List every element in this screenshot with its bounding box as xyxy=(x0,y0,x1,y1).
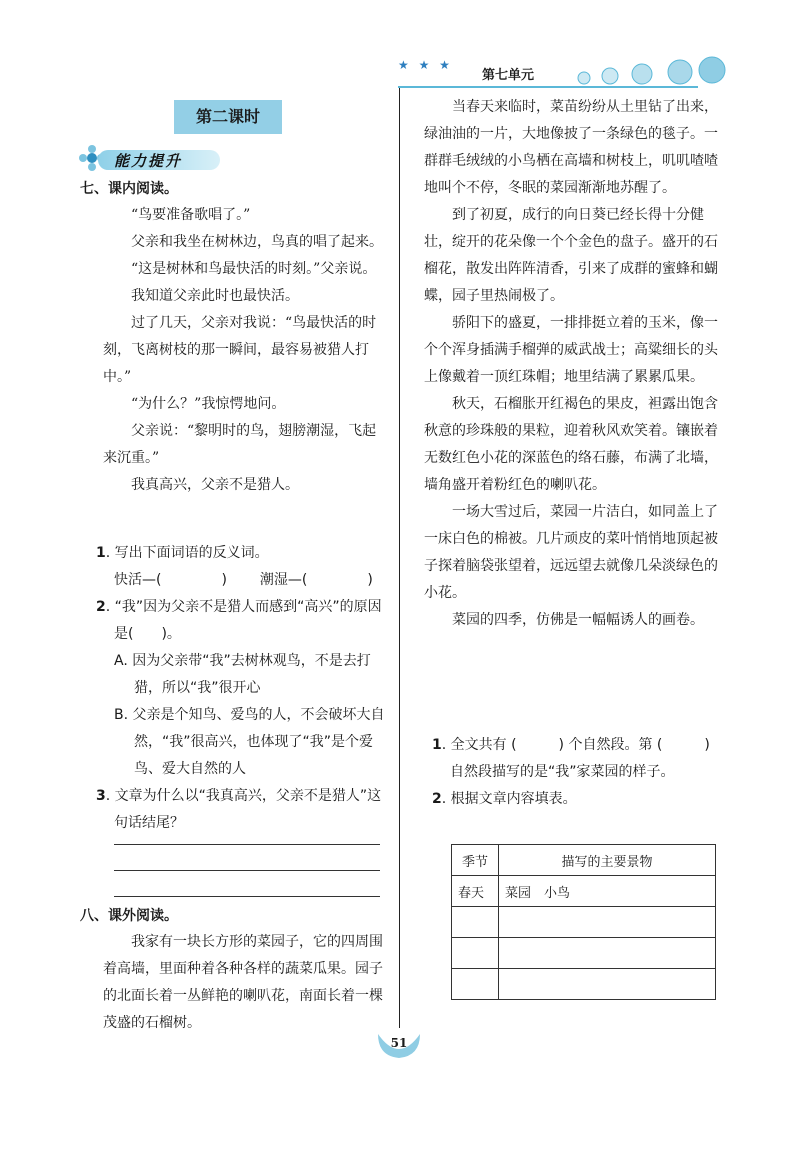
section8-passage-left xyxy=(103,929,383,1037)
passage-paragraph: 我家有一块长方形的菜园子，它的四周围着高墙，里面种着各种各样的蔬菜瓜果。园子的北面长着一丛鲜艳的喇叭花，南面长着一棵茂盛的石榴树。 xyxy=(103,934,383,1031)
antonym-blanks: 快活—( ) 潮湿—( ) xyxy=(114,572,373,588)
passage-paragraph: 秋天，石榴胀开红褐色的果皮，袒露出饱含秋意的珍珠般的果粒，迎着秋风欢笑着。镶嵌着无数红色小花的深蓝色的络石藤，布满了北墙，墙角盛开着粉红色的喇叭花。 xyxy=(424,396,718,493)
question-2: 2. “我”因为父亲不是猎人而感到“高兴”的原因是( )。 xyxy=(96,599,382,642)
question-1: 1. 全文共有 ( ) 个自然段。第 ( ) 自然段描写的是“我”家菜园的样子。 xyxy=(432,737,710,780)
section8-passage-right xyxy=(424,94,720,634)
passage-paragraph: 到了初夏，成行的向日葵已经长得十分健壮，绽开的花朵像一个个金色的盘子。盛开的石榴花，散发出阵阵清香，引来了成群的蜜蜂和蝴蝶，园子里热闹极了。 xyxy=(424,207,718,304)
table-cell[interactable] xyxy=(452,938,499,969)
passage-paragraph: 父亲和我坐在树林边，鸟真的唱了起来。 xyxy=(131,234,383,250)
question-1: 1. 写出下面词语的反义词。 xyxy=(96,545,269,561)
passage-paragraph: “为什么？”我惊愕地问。 xyxy=(131,396,286,412)
passage-paragraph: 骄阳下的盛夏，一排排挺立着的玉米，像一个个浑身插满手榴弹的威武战士；高粱细长的头上像戴着一顶红珠帽；地里结满了累累瓜果。 xyxy=(424,315,718,385)
column-divider xyxy=(399,88,400,1028)
table-cell[interactable] xyxy=(499,907,716,938)
option-b[interactable]: B. 父亲是个知鸟、爱鸟的人，不会破坏大自然，“我”很高兴，也体现了“我”是个爱鸟、爱大自然的人 xyxy=(114,707,385,777)
question-3: 3. 文章为什么以“我真高兴，父亲不是猎人”这句话结尾？ xyxy=(96,788,382,831)
table-cell[interactable] xyxy=(499,969,716,1000)
passage-paragraph: 我知道父亲此时也最快活。 xyxy=(131,288,299,304)
section7-passage xyxy=(103,202,383,499)
ability-label: 能力提升 xyxy=(114,152,183,170)
table-row xyxy=(452,876,716,907)
passage-paragraph: 父亲说：“黎明时的鸟，翅膀潮湿，飞起来沉重。” xyxy=(103,423,377,466)
table-row xyxy=(452,907,716,938)
table-cell[interactable] xyxy=(452,907,499,938)
stars-decoration: ★ ★ ★ xyxy=(398,58,453,72)
table-cell[interactable] xyxy=(499,938,716,969)
bubbles-decoration xyxy=(560,56,730,92)
section7-heading: 七、课内阅读。 xyxy=(80,181,178,197)
option-a[interactable]: A. 因为父亲带“我”去树林观鸟，不是去打猎，所以“我”很开心 xyxy=(114,653,371,696)
page-number: 51 xyxy=(390,1036,408,1050)
passage-paragraph: 当春天来临时，菜苗纷纷从土里钻了出来，绿油油的一片，大地像披了一条绿色的毯子。一群群毛绒绒的小鸟栖在高墙和树枝上，叽叽喳喳地叫个不停，冬眠的菜园渐渐地苏醒了。 xyxy=(424,99,718,196)
table-cell[interactable]: 菜园 小鸟 xyxy=(499,876,716,907)
table-row xyxy=(452,969,716,1000)
table-cell[interactable] xyxy=(452,969,499,1000)
section7-questions xyxy=(96,540,386,837)
table-header: 描写的主要景物 xyxy=(499,845,716,876)
fill-table-wrap xyxy=(451,844,716,1000)
table-cell[interactable]: 春天 xyxy=(452,876,499,907)
lesson-title: 第二课时 xyxy=(174,100,282,134)
fill-table xyxy=(451,844,716,1000)
question-2: 2. 根据文章内容填表。 xyxy=(432,791,577,807)
table-row xyxy=(452,938,716,969)
passage-paragraph: 一场大雪过后，菜园一片洁白，如同盖上了一床白色的棉被。几片顽皮的菜叶悄悄地顶起被子探着脑袋张望着，远远望去就像几朵淡绿色的小花。 xyxy=(424,504,718,601)
section8-questions xyxy=(432,732,722,813)
passage-paragraph: 我真高兴，父亲不是猎人。 xyxy=(131,477,299,493)
answer-line[interactable] xyxy=(114,870,380,871)
passage-paragraph: “这是树林和鸟最快活的时刻。”父亲说。 xyxy=(131,261,377,277)
answer-line[interactable] xyxy=(114,896,380,897)
section8-heading: 八、课外阅读。 xyxy=(80,908,178,924)
table-header: 季节 xyxy=(452,845,499,876)
answer-line[interactable] xyxy=(114,844,380,845)
passage-paragraph: 过了几天，父亲对我说：“鸟最快活的时刻，飞离树枝的那一瞬间，最容易被猎人打中。” xyxy=(103,315,377,385)
passage-paragraph: 菜园的四季，仿佛是一幅幅诱人的画卷。 xyxy=(452,612,704,628)
unit-title: 第七单元 xyxy=(482,68,535,83)
table-header-row xyxy=(452,845,716,876)
passage-paragraph: “鸟要准备歌唱了。” xyxy=(131,207,251,223)
